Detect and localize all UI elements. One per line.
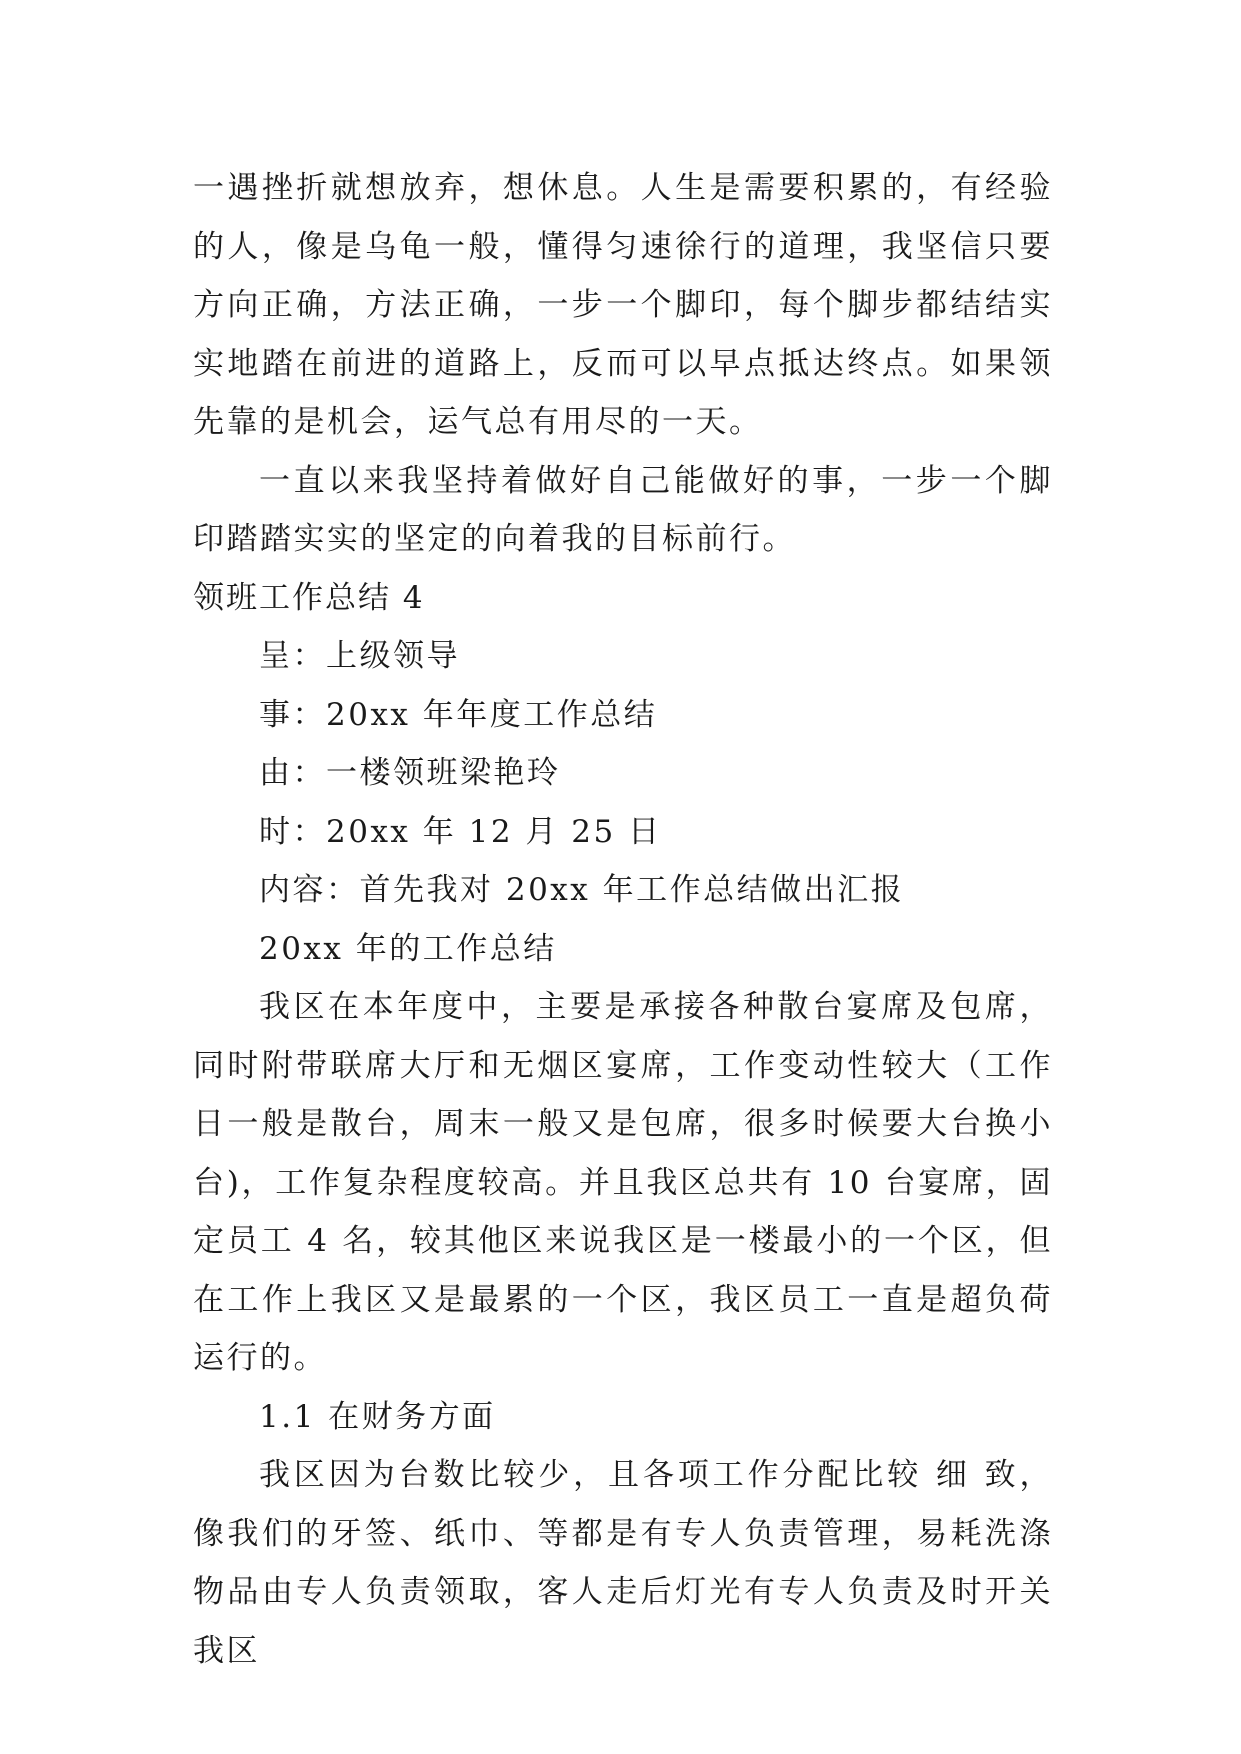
body-paragraph: 一遇挫折就想放弃，想休息。人生是需要积累的，有经验的人，像是乌龟一般，懂得匀速徐行的道理，我坚信只要方向正确，方法正确，一步一个脚印，每个脚步都结结实实地踏在前进的道路上，反而可以早点抵达终点。如果领先靠的是机会，运气总有用尽的一天。 xyxy=(193,170,1053,440)
body-paragraph: 我区在本年度中，主要是承接各种散台宴席及包席，同时附带联席大厅和无烟区宴席，工作变动性较大（工作日一般是散台，周末一般又是包席，很多时候要大台换小台)，工作复杂程度较高。并且我区总共有 10 台宴席，固定员工 4 名，较其他区来说我区是一楼最小的一个区，但在工作上我区又是最累的一个区，我区员工一直是超负荷运行的。 xyxy=(193,989,1053,1376)
section-title: 领班工作总结 4 xyxy=(193,579,425,616)
subheading: 20xx 年的工作总结 xyxy=(259,930,557,967)
body-paragraph: 一直以来我坚持着做好自己能做好的事，一步一个脚印踏踏实实的坚定的向着我的目标前行。 xyxy=(193,462,1053,557)
memo-from: 由：一楼领班梁艳玲 xyxy=(259,755,561,791)
memo-date: 时：20xx 年 12 月 25 日 xyxy=(259,813,662,850)
body-paragraph: 我区因为台数比较少，且各项工作分配比较 细 致，像我们的牙签、纸巾、等都是有专人负责管理，易耗洗涤物品由专人负责领取，客人走后灯光有专人负责及时开关我区 xyxy=(193,1457,1053,1669)
memo-to: 呈：上级领导 xyxy=(259,638,460,674)
subsection-title: 1.1 在财务方面 xyxy=(259,1398,496,1435)
memo-content: 内容：首先我对 20xx 年工作总结做出汇报 xyxy=(259,872,905,908)
memo-subject: 事：20xx 年年度工作总结 xyxy=(259,696,658,733)
document-page xyxy=(193,159,1053,1680)
